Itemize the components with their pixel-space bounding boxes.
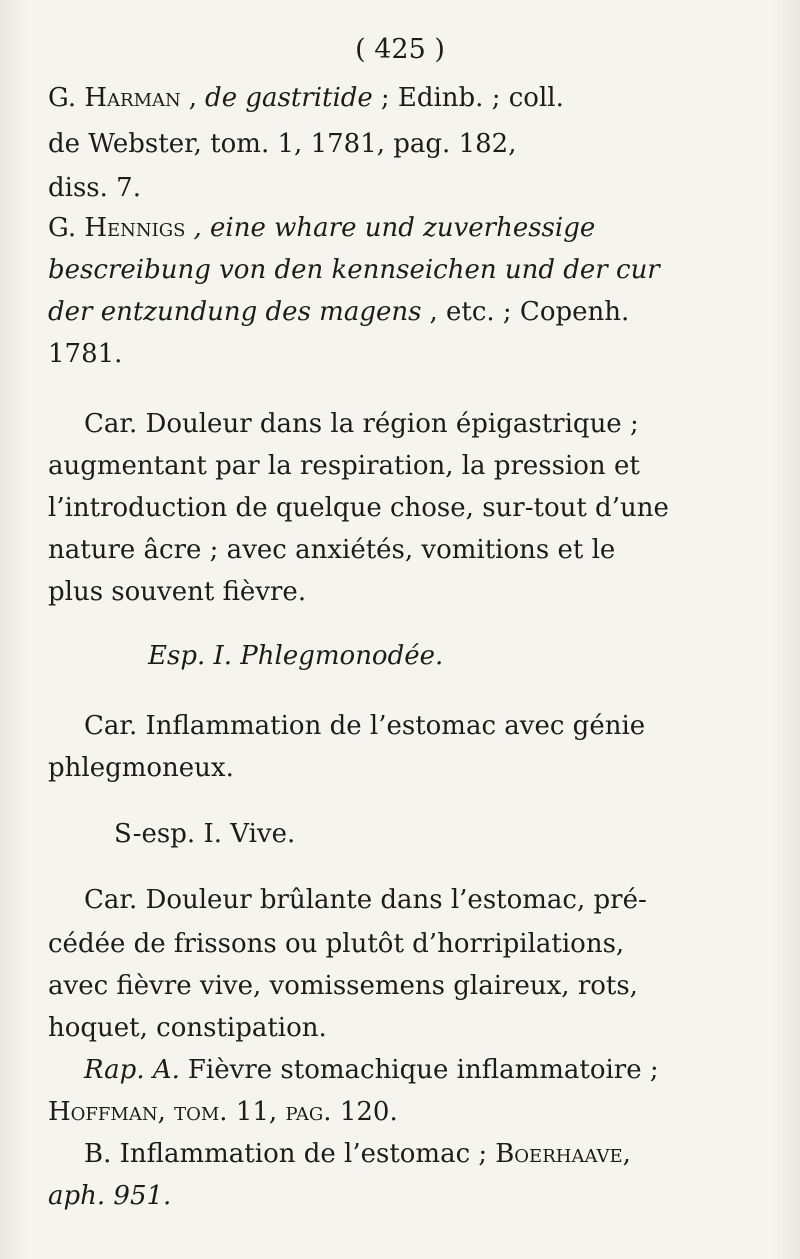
ref-harman-line-3: diss. 7. [48,173,141,203]
ref-hennigs-line-4: 1781. [48,339,123,369]
car3-line-3: avec fièvre vive, vomissemens glaireux, rots, [48,971,638,1001]
car2-line-2: phlegmoneux. [48,753,234,783]
esp-heading: Esp. I. Phlegmonodée. [148,641,444,671]
ref-harman-source: ; Edinb. ; coll. [380,83,564,113]
rap-b-reference: aph. 951. [48,1181,172,1211]
ref-harman-author: G. Harman [48,83,181,113]
car3-line-1: Car. Douleur brûlante dans l’estomac, pré- [84,885,647,915]
page-number: ( 425 ) [355,34,445,65]
car1-line-2: augmentant par la respiration, la pression et [48,451,640,481]
rap-a-reference: Hoffman, tom. 11, pag. 120. [48,1097,398,1127]
sesp-heading: S-esp. I. Vive. [114,819,296,849]
car1-line-5: plus souvent fièvre. [48,577,307,607]
car3-line-4: hoquet, constipation. [48,1013,327,1043]
rap-a-label: Rap. A. [84,1055,180,1085]
ref-hennigs-title: , eine whare und zuverhessige [193,213,596,243]
ref-hennigs-author: G. Hennigs [48,213,186,243]
ref-hennigs-line-2: bescreibung von den kennseichen und der cur [48,255,660,285]
ref-harman-line-1: G. Harman , de gastritide ; Edinb. ; coll. [48,83,564,113]
rap-b-author: Boerhaave, [495,1139,631,1169]
rap-a-line: Rap. A. Fièvre stomachique inflammatoire ; [84,1055,659,1085]
ref-harman-line-2: de Webster, tom. 1, 1781, pag. 182, [48,129,517,159]
ref-hennigs-line-3: der entzundung des magens , etc. ; Copenh. [48,297,630,327]
car2-line-1: Car. Inflammation de l’estomac avec génie [84,711,646,741]
car1-line-4: nature âcre ; avec anxiétés, vomitions et le [48,535,616,565]
car3-line-2: cédée de frissons ou plutôt d’horripilations, [48,929,625,959]
ref-harman-title: de gastritide [205,83,373,113]
car1-line-1: Car. Douleur dans la région épigastrique ; [84,409,639,439]
ref-hennigs-line-1 [48,212,668,244]
car1-line-3: l’introduction de quelque chose, sur-tout d’une [48,493,669,523]
rap-b-line: B. Inflammation de l’estomac ; Boerhaave, [84,1139,631,1169]
